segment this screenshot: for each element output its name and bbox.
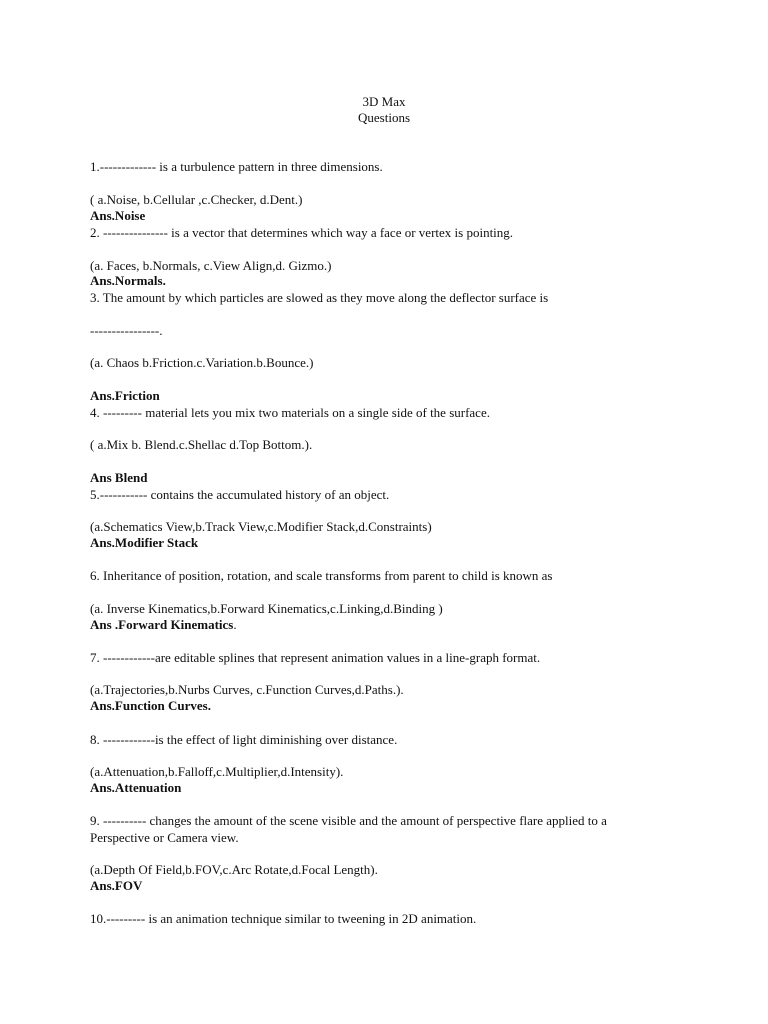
question-6-answer-tail: .: [233, 617, 237, 632]
document-subtitle: Questions: [358, 110, 410, 125]
question-3-continuation: ----------------.: [90, 323, 163, 338]
question-5-text: 5.----------- contains the accumulated history of an object.: [90, 487, 390, 502]
question-9-text: 9. ---------- changes the amount of the scene visible and the amount of perspective flare applied to a: [90, 813, 607, 828]
question-6-text: 6. Inheritance of position, rotation, and scale transforms from parent to child is known as: [90, 568, 553, 583]
question-5-options: (a.Schematics View,b.Track View,c.Modifier Stack,d.Constraints): [90, 519, 432, 534]
title-block: [0, 94, 768, 126]
question-8-answer: Ans.Attenuation: [90, 780, 182, 795]
question-2-options: (a. Faces, b.Normals, c.View Align,d. Gizmo.): [90, 258, 332, 273]
question-1-answer: Ans.Noise: [90, 208, 146, 223]
question-1-options: ( a.Noise, b.Cellular ,c.Checker, d.Dent.): [90, 192, 303, 207]
question-2-text: 2. --------------- is a vector that determines which way a face or vertex is pointing.: [90, 225, 514, 240]
question-6-answer-text: Ans .Forward Kinematics: [90, 617, 234, 632]
question-7-answer: Ans.Function Curves.: [90, 698, 211, 713]
question-6-answer: [90, 617, 237, 633]
question-9-options: (a.Depth Of Field,b.FOV,c.Arc Rotate,d.Focal Length).: [90, 862, 378, 877]
question-9-continuation: Perspective or Camera view.: [90, 830, 239, 845]
question-4-text: 4. --------- material lets you mix two materials on a single side of the surface.: [90, 405, 490, 420]
question-2-answer: Ans.Normals.: [90, 273, 166, 288]
question-5-answer: Ans.Modifier Stack: [90, 535, 199, 550]
question-8-text: 8. ------------is the effect of light diminishing over distance.: [90, 732, 398, 747]
question-8-options: (a.Attenuation,b.Falloff,c.Multiplier,d.Intensity).: [90, 764, 344, 779]
question-6-options: (a. Inverse Kinematics,b.Forward Kinematics,c.Linking,d.Binding ): [90, 601, 443, 616]
question-3-text: 3. The amount by which particles are slowed as they move along the deflector surface is: [90, 290, 549, 305]
question-4-options: ( a.Mix b. Blend.c.Shellac d.Top Bottom.).: [90, 437, 313, 452]
question-1-text: 1.------------- is a turbulence pattern in three dimensions.: [90, 159, 383, 174]
question-7-options: (a.Trajectories,b.Nurbs Curves, c.Function Curves,d.Paths.).: [90, 682, 404, 697]
question-10-text: 10.--------- is an animation technique similar to tweening in 2D animation.: [90, 911, 477, 926]
question-3-answer: Ans.Friction: [90, 388, 160, 403]
question-3-options: (a. Chaos b.Friction.c.Variation.b.Bounce.): [90, 355, 314, 370]
question-7-text: 7. ------------are editable splines that represent animation values in a line-graph format.: [90, 650, 541, 665]
question-9-answer: Ans.FOV: [90, 878, 143, 893]
document-title: 3D Max: [362, 94, 406, 109]
question-4-answer: Ans Blend: [90, 470, 148, 485]
